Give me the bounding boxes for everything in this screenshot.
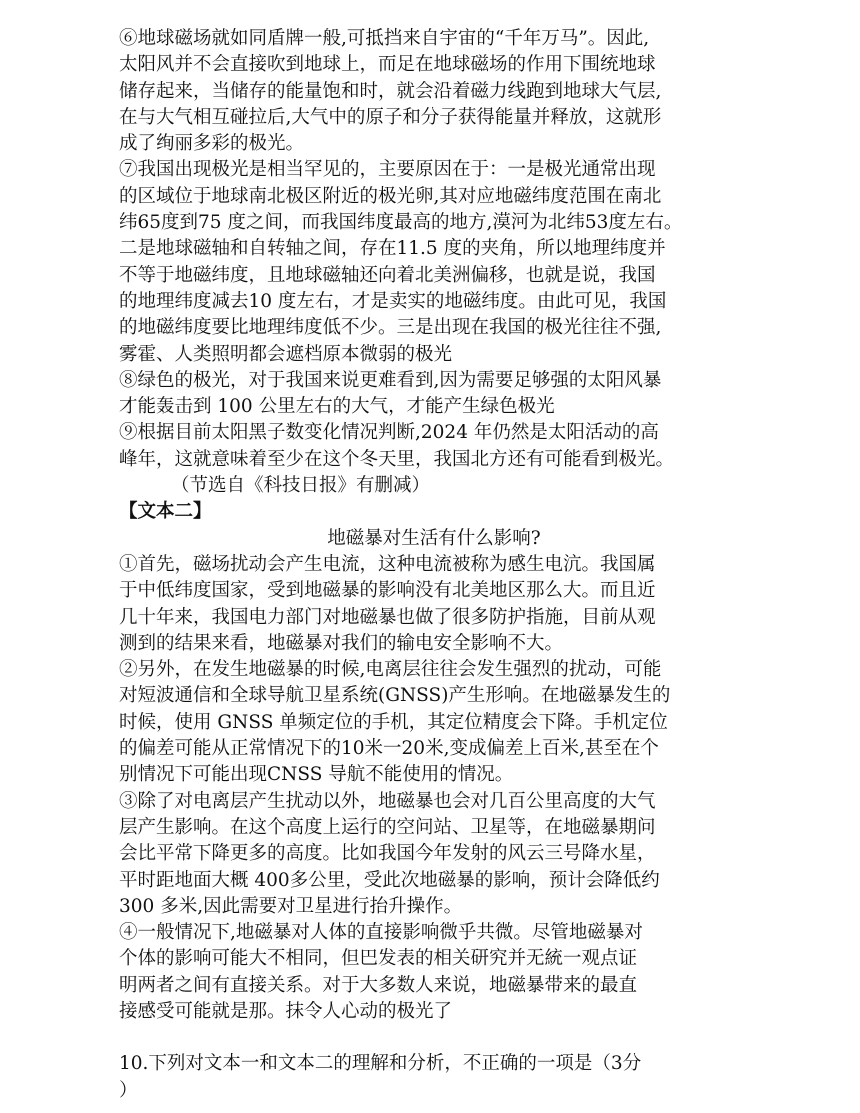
paragraph-7: ⑦我国出现极光是相当罕见的，主要原因在于：一是极光通常出现 的区域位于地球南北极区附近的极光卵,其对应地磁纬度范围在南北 纬65度到75 度之间，而我国纬度最高的地方,漠河为北纬53度左右。 二是地球磁轴和自转轴之间，存在11.5 度的夹角，所以地理纬度并 不等于地磁纬度，且地球磁轴还向着北美洲偏移，也就是说，我国 的地理纬度减去10 度左右，才是卖实的地磁纬度。由此可见，我国 的地磁纬度要比地理纬度低不少。三是出现在我国的极光往往不强, 雾霍、人类照明都会遮档原本微弱的极光 [119,159,683,365]
document-page [119,26,749,1104]
spacer [119,1025,749,1051]
paragraph-2: ②另外，在发生地磁暴的时候,电离层往往会发生强烈的扰动，可能 对短波通信和全球导航卫星系统(GNSS)产生形响。在地磁暴发生的 时候，使用 GNSS 单频定位的手机，其定位精度会下降。手机定位 的偏差可能从正常情况下的10米一20米,变成偏差上百米,甚至在个 别情况下可能出现CNSS 导航不能使用的情况。 [119,659,671,786]
source-citation: （节选自《科技日报》有删减） [171,475,431,497]
section-label-text-two: 【文本二】 [119,501,212,523]
paragraph-8: ⑧绿色的极光，对于我国来说更难看到,因为需要足够强的太阳风暴 才能轰击到 100 公里左右的大气，才能产生绿色极光 [119,369,662,418]
paragraph-3: ③除了对电离层产生扰动以外，地磁暴也会对几百公里高度的大气 层产生影响。在这个高度上运行的空问站、卫星等，在地磁暴期问 会比平常下降更多的高度。比如我国今年发射的风云三号降水星， 平时距地面大概 400多公里，受此次地磁暴的影响，预计会降低约 300 多米,因此需要对卫星进行抬升操作。 [119,790,660,917]
article-title: 地磁暴对生活有什么影响? [327,527,541,549]
paragraph-9: ⑨根据目前太阳黑子数变化情况判断,2024 年仍然是太阳活动的高 峰年，这就意味着至少在这个冬天里，我国北方还有可能看到极光。 [119,422,675,470]
paragraph-1: ①首先，磁场扰动会产生电流，这种电流被称为感生电沆。我国属 于中低纬度国家，受到地磁暴的影响没有北美地区那么大。而且近 几十年来，我国电力部门对地磁暴也做了很多防护指施，目前从观 测到的结果来看，地磁暴对我们的输电安全影响不大。 [119,553,656,654]
question-10: 10.下列对文本一和文本二的理解和分析，不正确的一项是（3分 ） [119,1053,642,1101]
paragraph-6: ⑥地球磁场就如同盾牌一般,可抵挡来自宇宙的“千年万马”。因此, 太阳风并不会直接吹到地球上，而足在地球磁场的作用下围统地球 储存起来，当储存的能量饱和时，就会沿着磁力线跑到地球大气层, 在与大气相互碰拉后,大气中的原子和分子获得能量并释放，这就形 成了绚丽多彩的极光。 [119,28,662,155]
paragraph-4: ④一般情况下,地磁暴对人体的直接影响微乎共微。尽管地磁暴对 个体的影响可能大不相同，但巴发表的相关研究并无統一观点证 明两者之间有直接关系。对于大多数人来说，地磁暴带来的最直 接感受可能就是那。抹令人心动的极光了 [119,922,643,1022]
